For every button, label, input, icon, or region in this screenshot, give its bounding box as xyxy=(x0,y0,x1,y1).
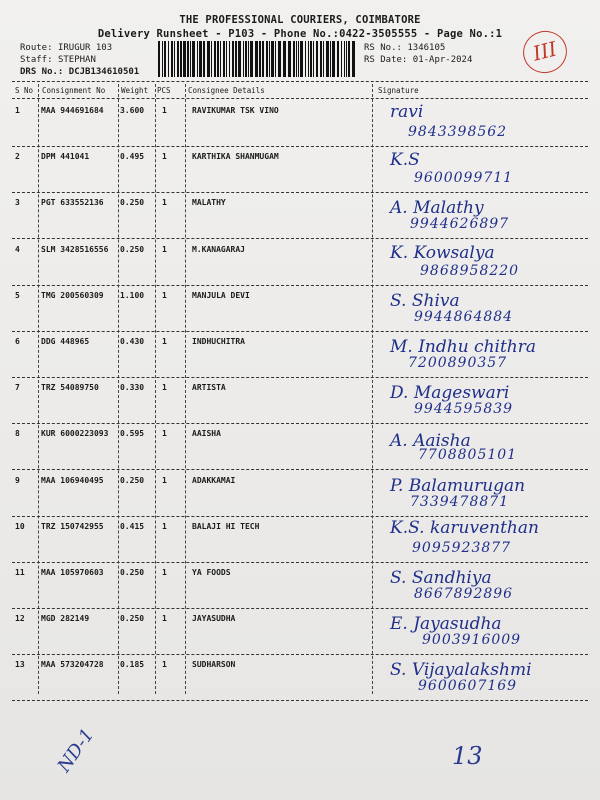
row-consignment-no: MAA 573204728 xyxy=(41,660,104,670)
barcode-bar xyxy=(168,41,169,77)
col-header-pcs: PCS xyxy=(157,86,171,95)
row-consignee: M.KANAGARAJ xyxy=(192,244,245,254)
table-row xyxy=(0,287,600,333)
row-weight: 0.430 xyxy=(120,337,145,346)
signature-name: A. Aaisha xyxy=(390,431,471,452)
row-pcs: 1 xyxy=(162,337,167,346)
row-weight: 0.495 xyxy=(120,152,145,162)
barcode-bar xyxy=(214,41,216,77)
barcode-bar xyxy=(223,41,225,77)
signature-phone: 9095923877 xyxy=(412,539,512,556)
signature-phone: 9944864884 xyxy=(414,308,514,325)
table-row xyxy=(0,610,600,656)
drs-label: DRS No.: xyxy=(20,67,64,77)
row-pcs: 1 xyxy=(162,244,167,254)
row-divider xyxy=(12,654,588,655)
row-sno: 3 xyxy=(15,198,20,208)
signature-name: ravi xyxy=(390,102,424,122)
barcode-bar xyxy=(174,41,175,77)
barcode-bar xyxy=(248,41,249,77)
row-consignment-no: MAA 106940495 xyxy=(41,475,104,485)
row-weight: 0.415 xyxy=(120,521,145,531)
barcode-bar xyxy=(323,41,324,77)
row-sno: 12 xyxy=(15,614,25,624)
col-header-signature: Signature xyxy=(378,86,419,95)
barcode-bar xyxy=(316,41,318,77)
row-consignee: ARTISTA xyxy=(192,383,226,393)
row-consignment-no: DPM 441041 xyxy=(41,152,90,162)
signature-name: K. Kowsalya xyxy=(390,242,495,263)
row-pcs: 1 xyxy=(162,614,167,624)
rs-no-value: 1346105 xyxy=(407,43,446,53)
row-consignee: RAVIKUMAR TSK VINO xyxy=(192,106,279,115)
row-consignee: MANJULA DEVI xyxy=(192,290,250,300)
rs-no-field xyxy=(364,43,445,53)
barcode-bar xyxy=(164,41,166,77)
col-header-sno: S No xyxy=(15,86,34,95)
signature-phone: 9600607169 xyxy=(418,678,518,695)
row-consignment-no: TMG 200560309 xyxy=(41,290,104,300)
barcode-bar xyxy=(226,41,227,77)
signature-name: S. Sandhiya xyxy=(390,568,492,588)
barcode-bar xyxy=(197,41,198,77)
row-consignment-no: MAA 105970603 xyxy=(41,568,104,577)
signature-phone: 7339478871 xyxy=(410,493,510,510)
header-divider-top xyxy=(12,81,588,82)
signature-name: S. Shiva xyxy=(390,290,460,311)
row-divider xyxy=(12,423,588,424)
signature-phone: 9868958220 xyxy=(420,262,520,279)
barcode-bar xyxy=(278,41,281,77)
row-consignee: ADAKKAMAI xyxy=(192,475,236,485)
row-weight: 3.600 xyxy=(120,106,145,115)
row-sno: 8 xyxy=(15,429,20,439)
runsheet-subtitle: Delivery Runsheet - P103 - Phone No.:0422-3505555 - Page No.:1 xyxy=(97,28,503,40)
barcode-bar xyxy=(243,41,244,77)
signature-phone: 9843398562 xyxy=(408,124,508,140)
barcode-bar xyxy=(207,41,210,77)
row-divider xyxy=(12,377,588,378)
row-consignee: INDHUCHITRA xyxy=(192,337,245,346)
route-value: IRUGUR 103 xyxy=(57,43,113,53)
row-weight: 0.250 xyxy=(120,614,145,624)
barcode-bar xyxy=(344,41,345,77)
barcode-bar xyxy=(229,41,230,77)
bottom-right-count: 13 xyxy=(452,742,483,770)
row-consignment-no: TRZ 54089750 xyxy=(41,383,99,393)
barcode-bar xyxy=(220,41,221,77)
barcode-bar xyxy=(310,41,312,77)
row-sno: 2 xyxy=(15,152,20,162)
barcode-bar xyxy=(183,41,186,77)
row-consignee: BALAJI HI TECH xyxy=(192,521,260,531)
barcode-bar xyxy=(341,41,342,77)
row-pcs: 1 xyxy=(162,383,167,393)
signature-name: E. Jayasudha xyxy=(390,614,502,635)
corner-tally-mark: III xyxy=(519,26,572,77)
row-sno: 1 xyxy=(15,106,20,115)
row-weight: 0.250 xyxy=(120,568,145,577)
row-consignee: MALATHY xyxy=(192,198,226,208)
barcode-bar xyxy=(190,41,191,77)
header-divider-bottom xyxy=(12,98,588,99)
barcode-bar xyxy=(245,41,247,77)
signature-name: D. Mageswari xyxy=(390,383,510,404)
barcode-bar xyxy=(158,41,160,77)
signature-name: A. Malathy xyxy=(390,198,484,219)
row-pcs: 1 xyxy=(162,475,167,485)
barcode-bar xyxy=(313,41,314,77)
rs-date-label: RS Date: xyxy=(364,55,408,65)
barcode-bar xyxy=(250,41,253,77)
barcode-bar xyxy=(308,41,309,77)
row-pcs: 1 xyxy=(162,152,167,162)
signature-name: K.S. karuventhan xyxy=(390,517,539,538)
row-divider xyxy=(12,146,588,147)
table-row xyxy=(0,333,600,379)
barcode-bar xyxy=(348,41,350,77)
table-row xyxy=(0,425,600,471)
row-divider xyxy=(12,562,588,563)
barcode-bar xyxy=(283,41,286,77)
barcode-bar xyxy=(320,41,322,77)
table-row xyxy=(0,241,600,287)
barcode-bar xyxy=(300,41,303,77)
barcode-bar xyxy=(326,41,329,77)
row-consignment-no: PGT 633552136 xyxy=(41,198,104,208)
signature-phone: 9944595839 xyxy=(414,401,514,418)
row-consignee: KARTHIKA SHANMUGAM xyxy=(192,152,279,162)
row-divider xyxy=(12,331,588,332)
col-header-weight: Weight xyxy=(121,86,149,95)
bottom-left-mark: ND-1 xyxy=(53,724,99,777)
row-weight: 0.250 xyxy=(120,475,145,485)
staff-label: Staff: xyxy=(20,55,53,65)
barcode-bar xyxy=(211,41,212,77)
barcode-bar xyxy=(262,41,264,77)
barcode-bar xyxy=(298,41,299,77)
row-divider xyxy=(12,285,588,286)
barcode-bar xyxy=(271,41,274,77)
signature-name: M. Indhu chithra xyxy=(390,337,537,357)
signature-name: S. Vijayalakshmi xyxy=(390,660,532,681)
barcode-bar xyxy=(305,41,306,77)
row-pcs: 1 xyxy=(162,568,167,577)
rs-no-label: RS No.: xyxy=(364,43,402,53)
route-field xyxy=(20,43,112,53)
signature-phone: 7708805101 xyxy=(418,447,518,464)
table-row xyxy=(0,379,600,425)
row-weight: 0.595 xyxy=(120,429,145,439)
barcode-bar xyxy=(293,41,295,77)
barcode-bar xyxy=(266,41,268,77)
row-consignment-no: DDG 448965 xyxy=(41,337,90,346)
barcode-bar xyxy=(238,41,241,77)
barcode-bar xyxy=(180,41,182,77)
drs-field xyxy=(20,67,139,77)
row-sno: 4 xyxy=(15,244,20,254)
row-pcs: 1 xyxy=(162,521,167,531)
row-consignee: AAISHA xyxy=(192,429,221,439)
barcode-bar xyxy=(259,41,261,77)
row-divider xyxy=(12,700,588,701)
barcode-bar xyxy=(255,41,258,77)
barcode-bar xyxy=(275,41,276,77)
row-sno: 7 xyxy=(15,383,20,393)
barcode-bar xyxy=(162,41,163,77)
signature-phone: 9600099711 xyxy=(414,170,514,187)
barcode-bar xyxy=(235,41,237,77)
barcode-bar xyxy=(332,41,335,77)
table-row xyxy=(0,518,600,564)
rs-date-value: 01-Apr-2024 xyxy=(412,55,473,65)
signature-phone: 9003916009 xyxy=(422,632,522,649)
row-pcs: 1 xyxy=(162,198,167,208)
row-consignment-no: TRZ 150742955 xyxy=(41,521,104,531)
table-row xyxy=(0,194,600,240)
drs-value: DCJB134610501 xyxy=(68,67,140,77)
table-row xyxy=(0,472,600,518)
barcode-bar xyxy=(346,41,347,77)
barcode-bar xyxy=(192,41,195,77)
row-consignment-no: MAA 944691684 xyxy=(41,106,104,115)
rs-date-field xyxy=(364,55,472,65)
row-weight: 0.250 xyxy=(120,198,145,208)
row-consignment-no: SLM 3428516556 xyxy=(41,244,109,254)
row-sno: 13 xyxy=(15,660,25,670)
staff-value: STEPHAN xyxy=(57,55,96,65)
row-consignment-no: KUR 6000223093 xyxy=(41,429,109,439)
barcode-bar xyxy=(269,41,270,77)
row-pcs: 1 xyxy=(162,429,167,439)
signature-name: K.S xyxy=(390,150,420,171)
row-divider xyxy=(12,238,588,239)
row-divider xyxy=(12,192,588,193)
route-label: Route: xyxy=(20,43,53,53)
col-header-consignment: Consignment No xyxy=(42,86,106,95)
row-weight: 0.185 xyxy=(120,660,145,670)
row-sno: 10 xyxy=(15,521,25,531)
company-title: THE PROFESSIONAL COURIERS, COIMBATORE xyxy=(179,14,421,26)
row-pcs: 1 xyxy=(162,660,167,670)
row-sno: 5 xyxy=(15,290,20,300)
barcode-bar xyxy=(199,41,202,77)
table-row xyxy=(0,102,600,148)
col-header-consignee: Consignee Details xyxy=(188,86,265,95)
barcode-bar xyxy=(187,41,189,77)
barcode-bar xyxy=(177,41,179,77)
row-consignment-no: MGD 282149 xyxy=(41,614,90,624)
drs-barcode xyxy=(158,41,358,77)
barcode-bar xyxy=(337,41,339,77)
row-divider xyxy=(12,469,588,470)
row-sno: 11 xyxy=(15,568,25,577)
barcode-bar xyxy=(330,41,331,77)
table-row xyxy=(0,148,600,194)
barcode-bar xyxy=(288,41,291,77)
row-weight: 0.330 xyxy=(120,383,145,393)
row-sno: 9 xyxy=(15,475,20,485)
signature-phone: 8667892896 xyxy=(414,586,514,602)
row-pcs: 1 xyxy=(162,106,167,115)
row-divider xyxy=(12,608,588,609)
signature-name: P. Balamurugan xyxy=(390,475,526,496)
row-consignee: JAYASUDHA xyxy=(192,614,236,624)
table-row xyxy=(0,564,600,610)
row-sno: 6 xyxy=(15,337,20,346)
row-pcs: 1 xyxy=(162,290,167,300)
row-weight: 0.250 xyxy=(120,244,145,254)
signature-phone: 7200890357 xyxy=(408,355,508,371)
row-consignee: YA FOODS xyxy=(192,568,231,577)
row-divider xyxy=(12,516,588,517)
staff-field xyxy=(20,55,96,65)
barcode-bar xyxy=(171,41,173,77)
row-weight: 1.100 xyxy=(120,290,145,300)
barcode-bar xyxy=(232,41,234,77)
barcode-bar xyxy=(352,41,355,77)
signature-phone: 9944626897 xyxy=(410,216,510,233)
barcode-bar xyxy=(217,41,219,77)
barcode-bar xyxy=(296,41,297,77)
table-row xyxy=(0,656,600,702)
barcode-bar xyxy=(203,41,205,77)
row-consignee: SUDHARSON xyxy=(192,660,236,670)
